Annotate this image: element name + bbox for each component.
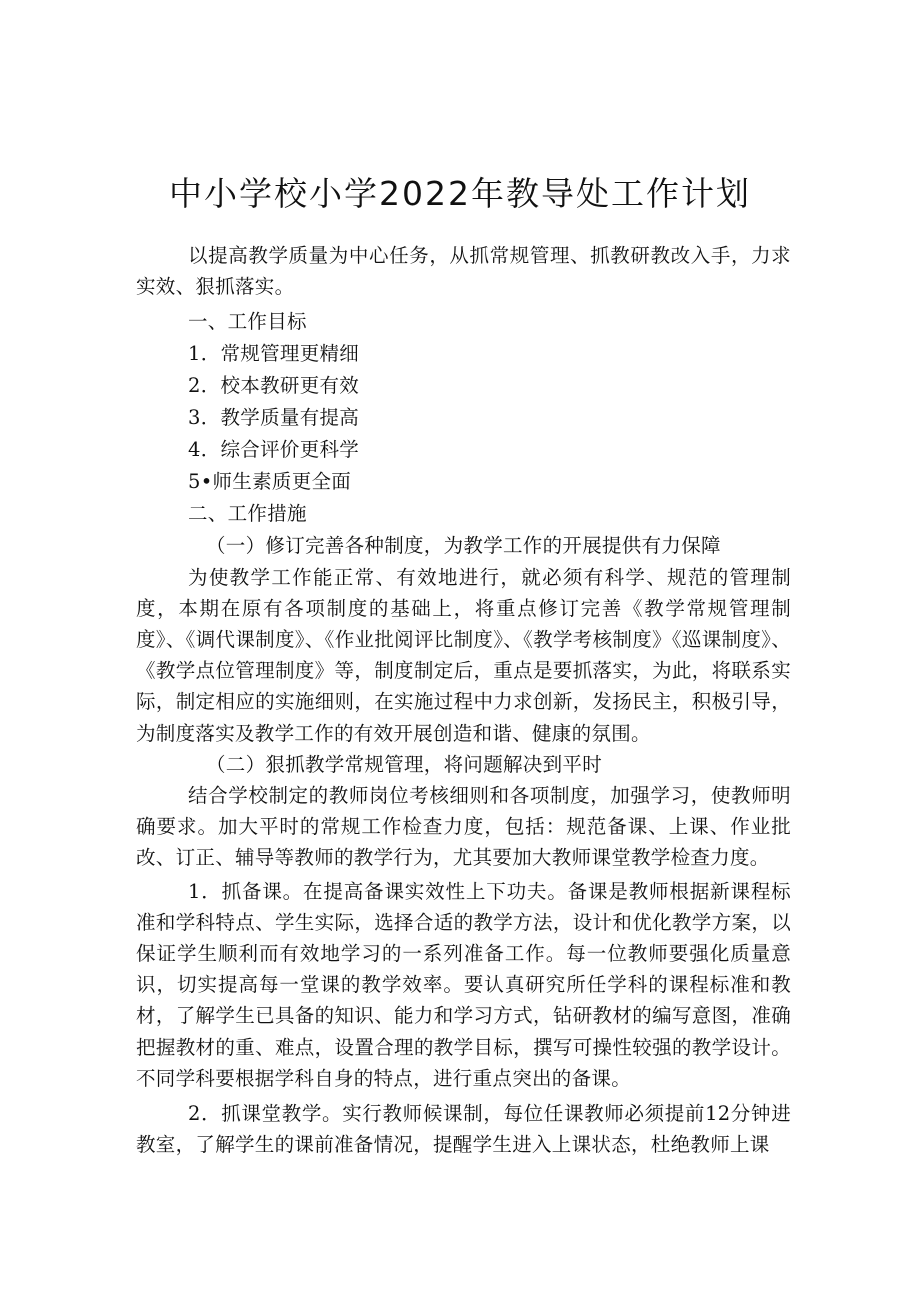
subsection-heading-2: （二）狠抓教学常规管理，将问题解决到平时 (206, 752, 603, 776)
document-body (136, 240, 791, 1160)
classroom-teaching-paragraph: 2．抓课堂教学。实行教师候课制，每位任课教师必须提前12分钟进教室，了解学生的课前准备情况，提醒学生进入上课状态，杜绝教师上课 (136, 1102, 791, 1157)
goal-item-2: 2．校本教研更有效 (188, 374, 360, 398)
goal-item-1: 1．常规管理更精细 (188, 342, 360, 366)
measures-paragraph-1: 为使教学工作能正常、有效地进行，就必须有科学、规范的管理制度，本期在原有各项制度的基础上，将重点修订完善《教学常规管理制度》、《调代课制度》、《作业批阅评比制度》、《教学考核制度》《巡课制度》、《教学点位管理制度》等，制度制定后，重点是要抓落实，为此，将联系实际，制定相应的实施细则，在实施过程中力求创新，发扬民主，积极引导，为制度落实及教学工作的有效开展创造和谐、健康的氛围。 (136, 565, 791, 745)
measures-paragraph-2: 结合学校制定的教师岗位考核细则和各项制度，加强学习，使教师明确要求。加大平时的常规工作检查力度，包括：规范备课、上课、作业批改、订正、辅导等教师的教学行为，尤其要加大教师课堂教学检查力度。 (136, 784, 791, 870)
section-heading-measures: 二、工作措施 (188, 502, 307, 526)
section-heading-goals: 一、工作目标 (188, 310, 307, 334)
lesson-prep-paragraph: 1．抓备课。在提高备课实效性上下功夫。备课是教师根据新课程标准和学科特点、学生实际，选择合适的教学方法，设计和优化教学方案，以保证学生顺利而有效地学习的一系列准备工作。每一位教师要强化质量意识，切实提高每一堂课的教学效率。要认真研究所任学科的课程标准和教材，了解学生已具备的知识、能力和学习方式，钻研教材的编写意图，准确把握教材的重、难点，设置合理的教学目标，撰写可操性较强的教学设计。不同学科要根据学科自身的特点，进行重点突出的备课。 (136, 879, 791, 1090)
intro-paragraph: 以提高教学质量为中心任务，从抓常规管理、抓教研教改入手，力求实效、狠抓落实。 (136, 244, 791, 299)
goal-item-5: 5•师生素质更全面 (188, 470, 352, 494)
goal-item-3: 3．教学质量有提高 (188, 406, 360, 430)
document-title: 中小学校小学2022年教导处工作计划 (169, 174, 751, 213)
goal-item-4: 4．综合评价更科学 (188, 438, 360, 462)
subsection-heading-1: （一）修订完善各种制度，为教学工作的开展提供有力保障 (206, 534, 721, 558)
